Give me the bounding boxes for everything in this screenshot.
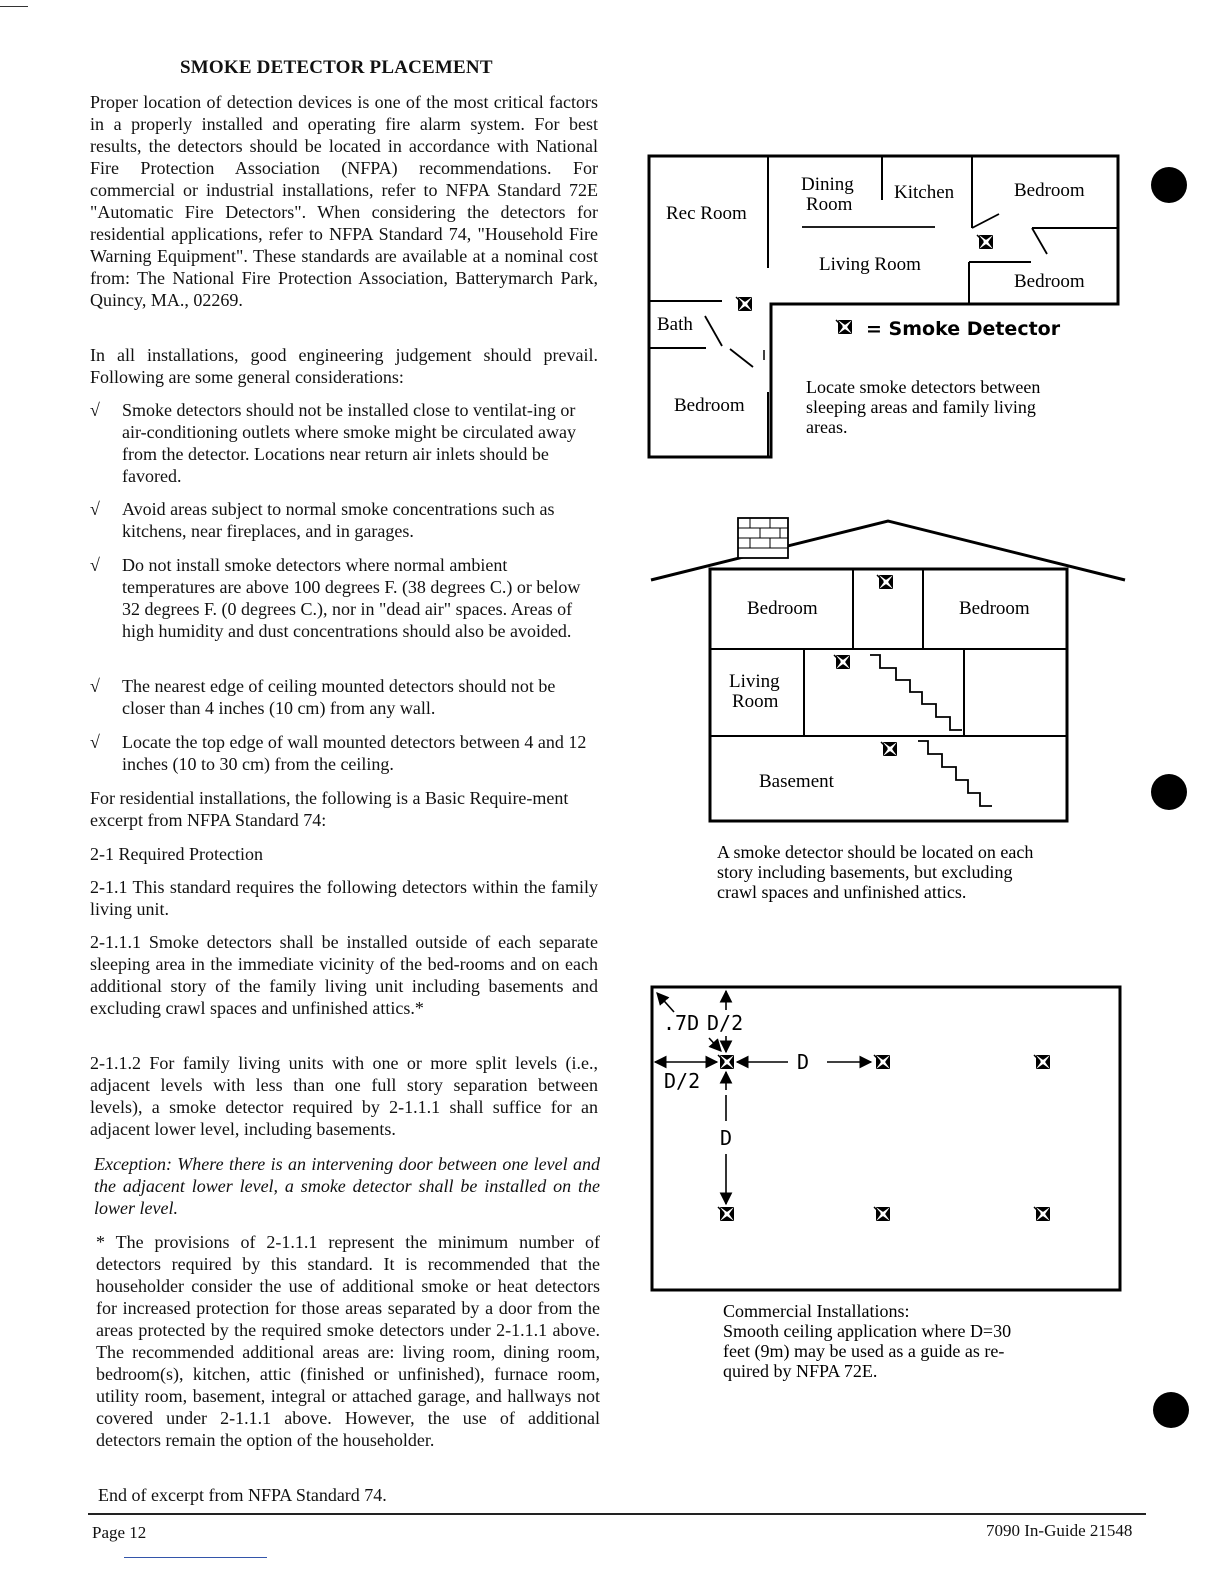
room-label-living-room: Living Room bbox=[819, 254, 921, 275]
general-paragraph: In all installations, good engineering judgement should prevail. Following are some general considerations: bbox=[90, 345, 598, 387]
page-title: SMOKE DETECTOR PLACEMENT bbox=[180, 57, 493, 78]
house-diagram bbox=[651, 518, 1125, 821]
house-caption: A smoke detector should be located on each bbox=[717, 842, 1034, 862]
house-label-basement: Basement bbox=[759, 771, 834, 792]
smoke-detector-icon bbox=[1034, 1207, 1050, 1221]
grid-caption: feet (9m) may be used as a guide as re- bbox=[723, 1341, 1005, 1361]
smoke-detector-icon bbox=[1034, 1055, 1050, 1069]
smoke-detector-icon bbox=[881, 742, 897, 756]
intro-paragraph: Proper location of detection devices is one of the most critical factors in a properly installed and operating fire alarm system. For best results, the detectors should be located in accordance with National Fire Protection Association (NFPA) recommendations. For commercial or industrial installations, refer to NFPA Standard 72E "Automatic Fire Detectors". When considering the detectors for residential applications, refer to NFPA Standard 74, "Household Fire Warning Equipment". These standards are available at a nominal cost from: The National Fire Protection Association, Batterymarch Park, Quincy, MA., 02269. bbox=[90, 92, 598, 310]
room-label-dining: Dining bbox=[801, 174, 854, 195]
check-icon: √ bbox=[90, 732, 100, 752]
room-label-bedroom: Bedroom bbox=[674, 395, 745, 416]
smoke-detector-icon bbox=[736, 297, 752, 311]
check-icon: √ bbox=[90, 499, 100, 519]
label-d-half-left: D/2 bbox=[664, 1069, 701, 1093]
room-label-bedroom: Bedroom bbox=[1014, 271, 1085, 292]
consideration-item: √ Avoid areas subject to normal smoke concentrations such as kitchens, near fireplaces, and in garages. bbox=[90, 499, 555, 541]
consideration-item: √ Locate the top edge of wall mounted detectors between 4 and 12 inches (10 to 30 cm) from the ceiling. bbox=[90, 732, 587, 774]
check-icon: √ bbox=[90, 555, 100, 575]
room-label-dining-room: Room bbox=[806, 194, 853, 215]
smoke-detector-icon bbox=[874, 1207, 890, 1221]
consideration-item: √ Smoke detectors should not be installed close to ventilat-ing or air-conditioning outlets where smoke might be circulated away from the detector. Locations near return air inlets should be favored. bbox=[90, 400, 576, 486]
room-label-kitchen: Kitchen bbox=[894, 182, 955, 203]
smoke-detector-icon bbox=[874, 1055, 890, 1069]
room-label-rec-room: Rec Room bbox=[666, 203, 747, 224]
check-icon: √ bbox=[90, 676, 100, 696]
smoke-detector-icon bbox=[877, 575, 893, 589]
smoke-detector-icon bbox=[836, 320, 852, 334]
grid-caption: Smooth ceiling application where D=30 bbox=[723, 1321, 1012, 1341]
section-2-1-1: 2-1.1 This standard requires the following detectors within the family living unit. bbox=[90, 877, 598, 919]
house-caption: story including basements, but excluding bbox=[717, 862, 1013, 882]
section-2-1-1-2: 2-1.1.2 For family living units with one or more split levels (i.e., adjacent levels with less than one full story separation between levels), a smoke detector required by 2-1.1.1 shall suffice for an adjacent lower level, including basements. bbox=[90, 1053, 598, 1139]
consideration-item: √ Do not install smoke detectors where normal ambient temperatures are above 100 degrees F. (38 degrees C.) or below 32 degrees F. (0 degrees C.), nor in "dead air" spaces. Areas of high humidity and dust concentrations should also be avoided. bbox=[90, 555, 581, 641]
house-label-bedroom: Bedroom bbox=[959, 598, 1030, 619]
smoke-detector-icon bbox=[834, 655, 850, 669]
room-label-bath: Bath bbox=[657, 314, 693, 335]
exception-note: Exception: Where there is an intervening door between one level and the adjacent lower level, a smoke detector shall be installed on the lower level. bbox=[94, 1154, 600, 1218]
smoke-detector-icon bbox=[977, 235, 993, 249]
floorplan-caption: areas. bbox=[806, 417, 848, 437]
residential-intro: For residential installations, the following is a Basic Require-ment excerpt from NFPA Standard 74: bbox=[90, 788, 569, 830]
page-number: Page 12 bbox=[92, 1523, 147, 1542]
smoke-detector-icon bbox=[718, 1055, 734, 1069]
grid-caption: quired by NFPA 72E. bbox=[723, 1361, 878, 1381]
consideration-item: √ The nearest edge of ceiling mounted detectors should not be closer than 4 inches (10 cm) from any wall. bbox=[90, 676, 556, 718]
smoke-detector-icon bbox=[718, 1207, 734, 1221]
house-label-bedroom: Bedroom bbox=[747, 598, 818, 619]
floorplan-caption: sleeping areas and family living bbox=[806, 397, 1036, 417]
label-d-vertical: D bbox=[720, 1126, 733, 1150]
house-label-living: Living bbox=[729, 671, 780, 692]
label-d-half-top: D/2 bbox=[707, 1011, 744, 1035]
end-excerpt: End of excerpt from NFPA Standard 74. bbox=[98, 1485, 387, 1505]
room-label-bedroom: Bedroom bbox=[1014, 180, 1085, 201]
legend-label: = Smoke Detector bbox=[866, 318, 1061, 340]
floorplan-caption: Locate smoke detectors between bbox=[806, 377, 1041, 397]
section-2-1: 2-1 Required Protection bbox=[90, 844, 263, 864]
check-icon: √ bbox=[90, 400, 100, 420]
grid-caption: Commercial Installations: bbox=[723, 1301, 910, 1321]
house-label-room: Room bbox=[732, 691, 779, 712]
footnote: * The provisions of 2-1.1.1 represent the minimum number of detectors required by this standard. It is recommended that the householder consider the use of additional smoke or heat detectors for increased protection for those areas separated by a door from the areas protected by the required smoke detectors under 2-1.1.1 above. The recommended additional areas are: living room, dining room, bedroom(s), kitchen, attic (finished or unfinished), furnace room, utility room, basement, integral or attached garage, and hallways not covered under 2-1.1.1 above. However, the use of additional detectors remain the option of the householder. bbox=[96, 1232, 600, 1450]
house-caption: crawl spaces and unfinished attics. bbox=[717, 882, 967, 902]
label-07d: .7D bbox=[663, 1011, 700, 1035]
section-2-1-1-1: 2-1.1.1 Smoke detectors shall be installed outside of each separate sleeping area in the immediate vicinity of the bed-rooms and on each additional story of the family living unit including basements and excluding crawl spaces and unfinished attics.* bbox=[90, 932, 598, 1018]
label-d-horizontal: D bbox=[797, 1050, 810, 1074]
document-id: 7090 In-Guide 21548 bbox=[986, 1521, 1133, 1540]
